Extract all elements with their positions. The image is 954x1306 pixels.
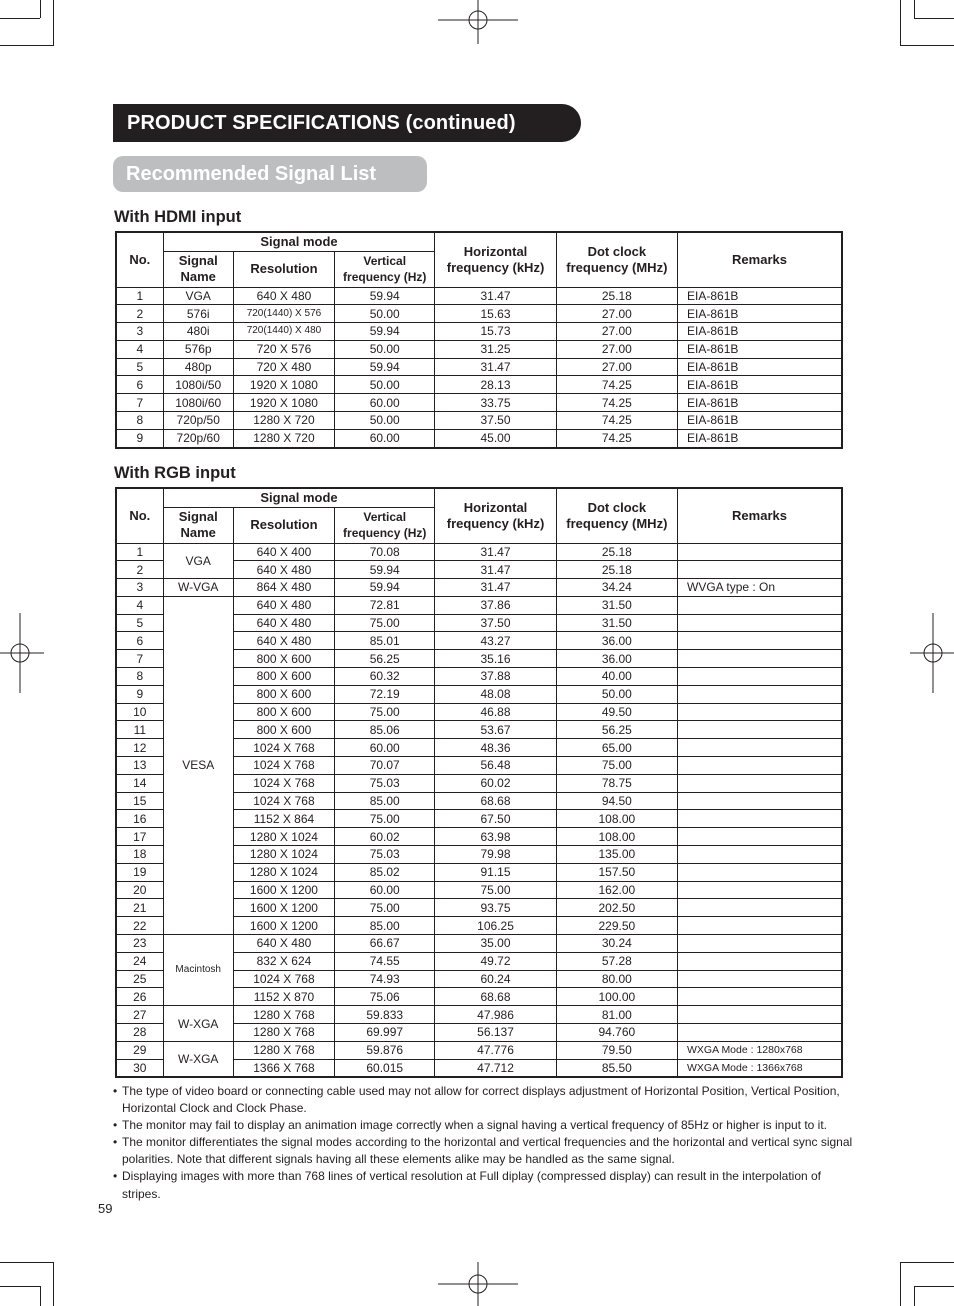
table-row <box>116 935 842 953</box>
dot-clock-cell: 100.00 <box>556 988 677 1006</box>
dot-clock-cell: 94.50 <box>556 792 677 810</box>
col-header-remarks: Remarks <box>678 232 842 287</box>
resolution-cell: 1024 X 768 <box>233 774 334 792</box>
registration-mark-right <box>910 613 954 693</box>
vertical-frequency-cell: 56.25 <box>335 650 435 668</box>
vertical-frequency-cell: 75.00 <box>335 614 435 632</box>
row-number-cell: 2 <box>116 305 163 323</box>
horizontal-frequency-cell: 79.98 <box>435 846 556 864</box>
row-number-cell: 15 <box>116 792 163 810</box>
resolution-cell: 1280 X 768 <box>233 1024 334 1042</box>
table-row <box>116 376 842 394</box>
col-header-dot-clock: Dot clock frequency (MHz) <box>556 488 677 543</box>
vertical-frequency-cell: 60.015 <box>335 1059 435 1077</box>
col-header-no: No. <box>116 488 163 543</box>
row-number-cell: 16 <box>116 810 163 828</box>
resolution-cell: 1600 X 1200 <box>233 917 334 935</box>
resolution-cell: 640 X 480 <box>233 561 334 579</box>
resolution-cell: 800 X 600 <box>233 721 334 739</box>
dot-clock-cell: 49.50 <box>556 703 677 721</box>
horizontal-frequency-cell: 47.776 <box>435 1041 556 1059</box>
note-item: • The monitor differentiates the signal modes according to the horizontal and vertical frequencies and the horizontal and vertical sync signal polarities. Note that different signals having all these elements alike may be handled as the same signal. <box>113 1134 853 1168</box>
rgb-signal-table <box>115 487 843 1078</box>
dot-clock-cell: 31.50 <box>556 614 677 632</box>
row-number-cell: 30 <box>116 1059 163 1077</box>
resolution-cell: 1280 X 720 <box>233 412 334 430</box>
table-row <box>116 543 842 561</box>
dot-clock-cell: 157.50 <box>556 863 677 881</box>
horizontal-frequency-cell: 28.13 <box>435 376 556 394</box>
row-number-cell: 4 <box>116 596 163 614</box>
row-number-cell: 19 <box>116 863 163 881</box>
horizontal-frequency-cell: 47.712 <box>435 1059 556 1077</box>
vertical-frequency-cell: 75.00 <box>335 703 435 721</box>
remarks-cell <box>678 1006 842 1024</box>
remarks-cell <box>678 810 842 828</box>
vertical-frequency-cell: 60.00 <box>335 394 435 412</box>
table-row <box>116 323 842 341</box>
row-number-cell: 20 <box>116 881 163 899</box>
resolution-cell: 720(1440) X 480 <box>233 323 334 341</box>
vertical-frequency-cell: 72.19 <box>335 685 435 703</box>
horizontal-frequency-cell: 31.47 <box>435 561 556 579</box>
horizontal-frequency-cell: 43.27 <box>435 632 556 650</box>
horizontal-frequency-cell: 53.67 <box>435 721 556 739</box>
resolution-cell: 1280 X 720 <box>233 429 334 447</box>
row-number-cell: 7 <box>116 394 163 412</box>
horizontal-frequency-cell: 35.16 <box>435 650 556 668</box>
resolution-cell: 1920 X 1080 <box>233 394 334 412</box>
horizontal-frequency-cell: 47.986 <box>435 1006 556 1024</box>
hdmi-section-title: With HDMI input <box>114 208 242 226</box>
row-number-cell: 28 <box>116 1024 163 1042</box>
remarks-cell <box>678 703 842 721</box>
dot-clock-cell: 74.25 <box>556 429 677 447</box>
dot-clock-cell: 108.00 <box>556 828 677 846</box>
hdmi-signal-table <box>115 231 843 449</box>
dot-clock-cell: 56.25 <box>556 721 677 739</box>
vertical-frequency-cell: 59.94 <box>335 561 435 579</box>
dot-clock-cell: 27.00 <box>556 358 677 376</box>
resolution-cell: 720 X 480 <box>233 358 334 376</box>
vertical-frequency-cell: 85.00 <box>335 917 435 935</box>
horizontal-frequency-cell: 37.50 <box>435 412 556 430</box>
signal-name-cell: 480p <box>163 358 233 376</box>
row-number-cell: 21 <box>116 899 163 917</box>
remarks-cell: EIA-861B <box>678 287 842 305</box>
horizontal-frequency-cell: 45.00 <box>435 429 556 447</box>
remarks-cell <box>678 881 842 899</box>
dot-clock-cell: 78.75 <box>556 774 677 792</box>
vertical-frequency-cell: 85.00 <box>335 792 435 810</box>
row-number-cell: 5 <box>116 614 163 632</box>
signal-name-cell: VGA <box>163 543 233 579</box>
dot-clock-cell: 25.18 <box>556 561 677 579</box>
horizontal-frequency-cell: 31.47 <box>435 543 556 561</box>
vertical-frequency-cell: 50.00 <box>335 376 435 394</box>
horizontal-frequency-cell: 31.47 <box>435 358 556 376</box>
resolution-cell: 1280 X 768 <box>233 1041 334 1059</box>
resolution-cell: 1280 X 768 <box>233 1006 334 1024</box>
notes-list <box>113 1083 853 1203</box>
col-header-signal-name: Signal Name <box>163 507 233 543</box>
horizontal-frequency-cell: 106.25 <box>435 917 556 935</box>
remarks-cell: EIA-861B <box>678 429 842 447</box>
dot-clock-cell: 75.00 <box>556 757 677 775</box>
vertical-frequency-cell: 75.06 <box>335 988 435 1006</box>
resolution-cell: 640 X 400 <box>233 543 334 561</box>
row-number-cell: 14 <box>116 774 163 792</box>
resolution-cell: 832 X 624 <box>233 952 334 970</box>
row-number-cell: 10 <box>116 703 163 721</box>
vertical-frequency-cell: 75.00 <box>335 899 435 917</box>
dot-clock-cell: 27.00 <box>556 305 677 323</box>
dot-clock-cell: 74.25 <box>556 376 677 394</box>
vertical-frequency-cell: 59.94 <box>335 323 435 341</box>
horizontal-frequency-cell: 37.50 <box>435 614 556 632</box>
horizontal-frequency-cell: 68.68 <box>435 988 556 1006</box>
signal-name-cell: W-VGA <box>163 579 233 597</box>
horizontal-frequency-cell: 67.50 <box>435 810 556 828</box>
horizontal-frequency-cell: 60.24 <box>435 970 556 988</box>
remarks-cell <box>678 774 842 792</box>
row-number-cell: 3 <box>116 323 163 341</box>
remarks-cell <box>678 650 842 668</box>
section-subtitle-banner: Recommended Signal List <box>113 156 427 192</box>
col-header-no: No. <box>116 232 163 287</box>
col-header-signal-name: Signal Name <box>163 251 233 287</box>
col-header-horizontal-frequency: Horizontal frequency (kHz) <box>435 488 556 543</box>
horizontal-frequency-cell: 56.48 <box>435 757 556 775</box>
dot-clock-cell: 80.00 <box>556 970 677 988</box>
registration-mark-bottom <box>438 1262 518 1306</box>
note-item: • The type of video board or connecting cable used may not allow for correct displays adjustment of Horizontal Position, Vertical Position, Horizontal Clock and Clock Phase. <box>113 1083 853 1117</box>
remarks-cell <box>678 685 842 703</box>
vertical-frequency-cell: 60.00 <box>335 429 435 447</box>
row-number-cell: 8 <box>116 668 163 686</box>
row-number-cell: 7 <box>116 650 163 668</box>
dot-clock-cell: 162.00 <box>556 881 677 899</box>
resolution-cell: 640 X 480 <box>233 596 334 614</box>
row-number-cell: 1 <box>116 543 163 561</box>
registration-mark-top <box>438 0 518 44</box>
horizontal-frequency-cell: 56.137 <box>435 1024 556 1042</box>
resolution-cell: 1600 X 1200 <box>233 881 334 899</box>
dot-clock-cell: 30.24 <box>556 935 677 953</box>
col-header-resolution: Resolution <box>233 251 334 287</box>
signal-name-cell: 576p <box>163 340 233 358</box>
resolution-cell: 864 X 480 <box>233 579 334 597</box>
horizontal-frequency-cell: 37.88 <box>435 668 556 686</box>
remarks-cell: EIA-861B <box>678 412 842 430</box>
dot-clock-cell: 85.50 <box>556 1059 677 1077</box>
dot-clock-cell: 65.00 <box>556 739 677 757</box>
dot-clock-cell: 31.50 <box>556 596 677 614</box>
dot-clock-cell: 74.25 <box>556 412 677 430</box>
col-header-resolution: Resolution <box>233 507 334 543</box>
remarks-cell: EIA-861B <box>678 376 842 394</box>
dot-clock-cell: 25.18 <box>556 287 677 305</box>
dot-clock-cell: 81.00 <box>556 1006 677 1024</box>
dot-clock-cell: 40.00 <box>556 668 677 686</box>
remarks-cell <box>678 899 842 917</box>
resolution-cell: 800 X 600 <box>233 685 334 703</box>
row-number-cell: 12 <box>116 739 163 757</box>
remarks-cell <box>678 632 842 650</box>
remarks-cell <box>678 721 842 739</box>
vertical-frequency-cell: 69.997 <box>335 1024 435 1042</box>
table-row <box>116 1006 842 1024</box>
horizontal-frequency-cell: 48.36 <box>435 739 556 757</box>
row-number-cell: 2 <box>116 561 163 579</box>
dot-clock-cell: 27.00 <box>556 323 677 341</box>
horizontal-frequency-cell: 31.47 <box>435 579 556 597</box>
resolution-cell: 1152 X 864 <box>233 810 334 828</box>
row-number-cell: 9 <box>116 685 163 703</box>
resolution-cell: 1280 X 1024 <box>233 863 334 881</box>
dot-clock-cell: 36.00 <box>556 650 677 668</box>
signal-name-cell: W-XGA <box>163 1041 233 1077</box>
table-row <box>116 1041 842 1059</box>
resolution-cell: 800 X 600 <box>233 703 334 721</box>
remarks-cell <box>678 917 842 935</box>
remarks-cell <box>678 614 842 632</box>
vertical-frequency-cell: 60.32 <box>335 668 435 686</box>
table-row <box>116 340 842 358</box>
col-header-dot-clock: Dot clock frequency (MHz) <box>556 232 677 287</box>
table-row <box>116 394 842 412</box>
vertical-frequency-cell: 50.00 <box>335 412 435 430</box>
note-item: • Displaying images with more than 768 lines of vertical resolution at Full diplay (compressed display) can result in the interpolation of stripes. <box>113 1168 853 1202</box>
row-number-cell: 8 <box>116 412 163 430</box>
resolution-cell: 1600 X 1200 <box>233 899 334 917</box>
resolution-cell: 1366 X 768 <box>233 1059 334 1077</box>
vertical-frequency-cell: 60.02 <box>335 828 435 846</box>
resolution-cell: 1280 X 1024 <box>233 828 334 846</box>
vertical-frequency-cell: 70.08 <box>335 543 435 561</box>
row-number-cell: 26 <box>116 988 163 1006</box>
remarks-cell: EIA-861B <box>678 358 842 376</box>
row-number-cell: 22 <box>116 917 163 935</box>
resolution-cell: 1152 X 870 <box>233 988 334 1006</box>
row-number-cell: 5 <box>116 358 163 376</box>
horizontal-frequency-cell: 35.00 <box>435 935 556 953</box>
row-number-cell: 1 <box>116 287 163 305</box>
remarks-cell <box>678 935 842 953</box>
remarks-cell <box>678 1024 842 1042</box>
table-row <box>116 596 842 614</box>
remarks-cell: WXGA Mode : 1280x768 <box>678 1041 842 1059</box>
signal-name-cell: 1080i/50 <box>163 376 233 394</box>
horizontal-frequency-cell: 93.75 <box>435 899 556 917</box>
row-number-cell: 27 <box>116 1006 163 1024</box>
row-number-cell: 18 <box>116 846 163 864</box>
horizontal-frequency-cell: 75.00 <box>435 881 556 899</box>
signal-name-cell: 720p/50 <box>163 412 233 430</box>
resolution-cell: 640 X 480 <box>233 287 334 305</box>
dot-clock-cell: 94.760 <box>556 1024 677 1042</box>
vertical-frequency-cell: 85.01 <box>335 632 435 650</box>
vertical-frequency-cell: 75.03 <box>335 846 435 864</box>
rgb-section-title: With RGB input <box>114 464 236 482</box>
signal-name-cell: VESA <box>163 596 233 934</box>
vertical-frequency-cell: 72.81 <box>335 596 435 614</box>
signal-name-cell: Macintosh <box>163 935 233 1006</box>
horizontal-frequency-cell: 15.63 <box>435 305 556 323</box>
remarks-cell: EIA-861B <box>678 340 842 358</box>
row-number-cell: 9 <box>116 429 163 447</box>
remarks-cell <box>678 757 842 775</box>
resolution-cell: 1024 X 768 <box>233 739 334 757</box>
vertical-frequency-cell: 85.06 <box>335 721 435 739</box>
remarks-cell <box>678 988 842 1006</box>
horizontal-frequency-cell: 91.15 <box>435 863 556 881</box>
horizontal-frequency-cell: 31.47 <box>435 287 556 305</box>
row-number-cell: 24 <box>116 952 163 970</box>
resolution-cell: 1024 X 768 <box>233 970 334 988</box>
horizontal-frequency-cell: 46.88 <box>435 703 556 721</box>
vertical-frequency-cell: 59.94 <box>335 287 435 305</box>
col-header-horizontal-frequency: Horizontal frequency (kHz) <box>435 232 556 287</box>
dot-clock-cell: 229.50 <box>556 917 677 935</box>
resolution-cell: 800 X 600 <box>233 668 334 686</box>
resolution-cell: 1024 X 768 <box>233 792 334 810</box>
table-row <box>116 305 842 323</box>
row-number-cell: 29 <box>116 1041 163 1059</box>
vertical-frequency-cell: 59.833 <box>335 1006 435 1024</box>
vertical-frequency-cell: 60.00 <box>335 739 435 757</box>
dot-clock-cell: 79.50 <box>556 1041 677 1059</box>
remarks-cell <box>678 846 842 864</box>
signal-name-cell: VGA <box>163 287 233 305</box>
remarks-cell: WXGA Mode : 1366x768 <box>678 1059 842 1077</box>
remarks-cell: EIA-861B <box>678 394 842 412</box>
page-title-banner: PRODUCT SPECIFICATIONS (continued) <box>113 104 581 142</box>
vertical-frequency-cell: 59.94 <box>335 358 435 376</box>
vertical-frequency-cell: 59.876 <box>335 1041 435 1059</box>
col-header-signal-mode: Signal mode <box>163 232 435 251</box>
signal-name-cell: 576i <box>163 305 233 323</box>
remarks-cell <box>678 596 842 614</box>
vertical-frequency-cell: 75.03 <box>335 774 435 792</box>
remarks-cell <box>678 863 842 881</box>
dot-clock-cell: 36.00 <box>556 632 677 650</box>
row-number-cell: 25 <box>116 970 163 988</box>
table-row <box>116 412 842 430</box>
resolution-cell: 1920 X 1080 <box>233 376 334 394</box>
row-number-cell: 6 <box>116 632 163 650</box>
horizontal-frequency-cell: 15.73 <box>435 323 556 341</box>
page-number: 59 <box>98 1201 113 1216</box>
horizontal-frequency-cell: 49.72 <box>435 952 556 970</box>
vertical-frequency-cell: 66.67 <box>335 935 435 953</box>
col-header-signal-mode: Signal mode <box>163 488 435 507</box>
vertical-frequency-cell: 74.93 <box>335 970 435 988</box>
vertical-frequency-cell: 50.00 <box>335 340 435 358</box>
horizontal-frequency-cell: 33.75 <box>435 394 556 412</box>
dot-clock-cell: 57.28 <box>556 952 677 970</box>
signal-name-cell: W-XGA <box>163 1006 233 1042</box>
dot-clock-cell: 135.00 <box>556 846 677 864</box>
row-number-cell: 23 <box>116 935 163 953</box>
col-header-vertical-frequency: Vertical frequency (Hz) <box>335 507 435 543</box>
horizontal-frequency-cell: 60.02 <box>435 774 556 792</box>
dot-clock-cell: 27.00 <box>556 340 677 358</box>
remarks-cell <box>678 828 842 846</box>
dot-clock-cell: 202.50 <box>556 899 677 917</box>
horizontal-frequency-cell: 68.68 <box>435 792 556 810</box>
horizontal-frequency-cell: 48.08 <box>435 685 556 703</box>
vertical-frequency-cell: 75.00 <box>335 810 435 828</box>
note-item: • The monitor may fail to display an animation image correctly when a signal having a vertical frequency of 85Hz or higher is input to it. <box>113 1117 853 1134</box>
vertical-frequency-cell: 59.94 <box>335 579 435 597</box>
col-header-vertical-frequency: Vertical frequency (Hz) <box>335 251 435 287</box>
remarks-cell <box>678 970 842 988</box>
row-number-cell: 17 <box>116 828 163 846</box>
dot-clock-cell: 50.00 <box>556 685 677 703</box>
table-row <box>116 579 842 597</box>
vertical-frequency-cell: 70.07 <box>335 757 435 775</box>
remarks-cell: EIA-861B <box>678 323 842 341</box>
remarks-cell <box>678 561 842 579</box>
row-number-cell: 11 <box>116 721 163 739</box>
dot-clock-cell: 74.25 <box>556 394 677 412</box>
dot-clock-cell: 34.24 <box>556 579 677 597</box>
resolution-cell: 640 X 480 <box>233 935 334 953</box>
table-row <box>116 429 842 447</box>
row-number-cell: 4 <box>116 340 163 358</box>
row-number-cell: 3 <box>116 579 163 597</box>
dot-clock-cell: 25.18 <box>556 543 677 561</box>
remarks-cell <box>678 792 842 810</box>
signal-name-cell: 1080i/60 <box>163 394 233 412</box>
resolution-cell: 1280 X 1024 <box>233 846 334 864</box>
signal-name-cell: 720p/60 <box>163 429 233 447</box>
remarks-cell <box>678 952 842 970</box>
vertical-frequency-cell: 85.02 <box>335 863 435 881</box>
horizontal-frequency-cell: 63.98 <box>435 828 556 846</box>
vertical-frequency-cell: 50.00 <box>335 305 435 323</box>
row-number-cell: 13 <box>116 757 163 775</box>
remarks-cell <box>678 543 842 561</box>
table-row <box>116 358 842 376</box>
vertical-frequency-cell: 60.00 <box>335 881 435 899</box>
signal-name-cell: 480i <box>163 323 233 341</box>
resolution-cell: 720 X 576 <box>233 340 334 358</box>
remarks-cell <box>678 668 842 686</box>
resolution-cell: 640 X 480 <box>233 632 334 650</box>
resolution-cell: 640 X 480 <box>233 614 334 632</box>
registration-mark-left <box>0 613 44 693</box>
resolution-cell: 1024 X 768 <box>233 757 334 775</box>
resolution-cell: 720(1440) X 576 <box>233 305 334 323</box>
horizontal-frequency-cell: 31.25 <box>435 340 556 358</box>
dot-clock-cell: 108.00 <box>556 810 677 828</box>
remarks-cell: EIA-861B <box>678 305 842 323</box>
resolution-cell: 800 X 600 <box>233 650 334 668</box>
table-row <box>116 287 842 305</box>
horizontal-frequency-cell: 37.86 <box>435 596 556 614</box>
col-header-remarks: Remarks <box>678 488 842 543</box>
remarks-cell <box>678 739 842 757</box>
vertical-frequency-cell: 74.55 <box>335 952 435 970</box>
remarks-cell: WVGA type : On <box>678 579 842 597</box>
row-number-cell: 6 <box>116 376 163 394</box>
